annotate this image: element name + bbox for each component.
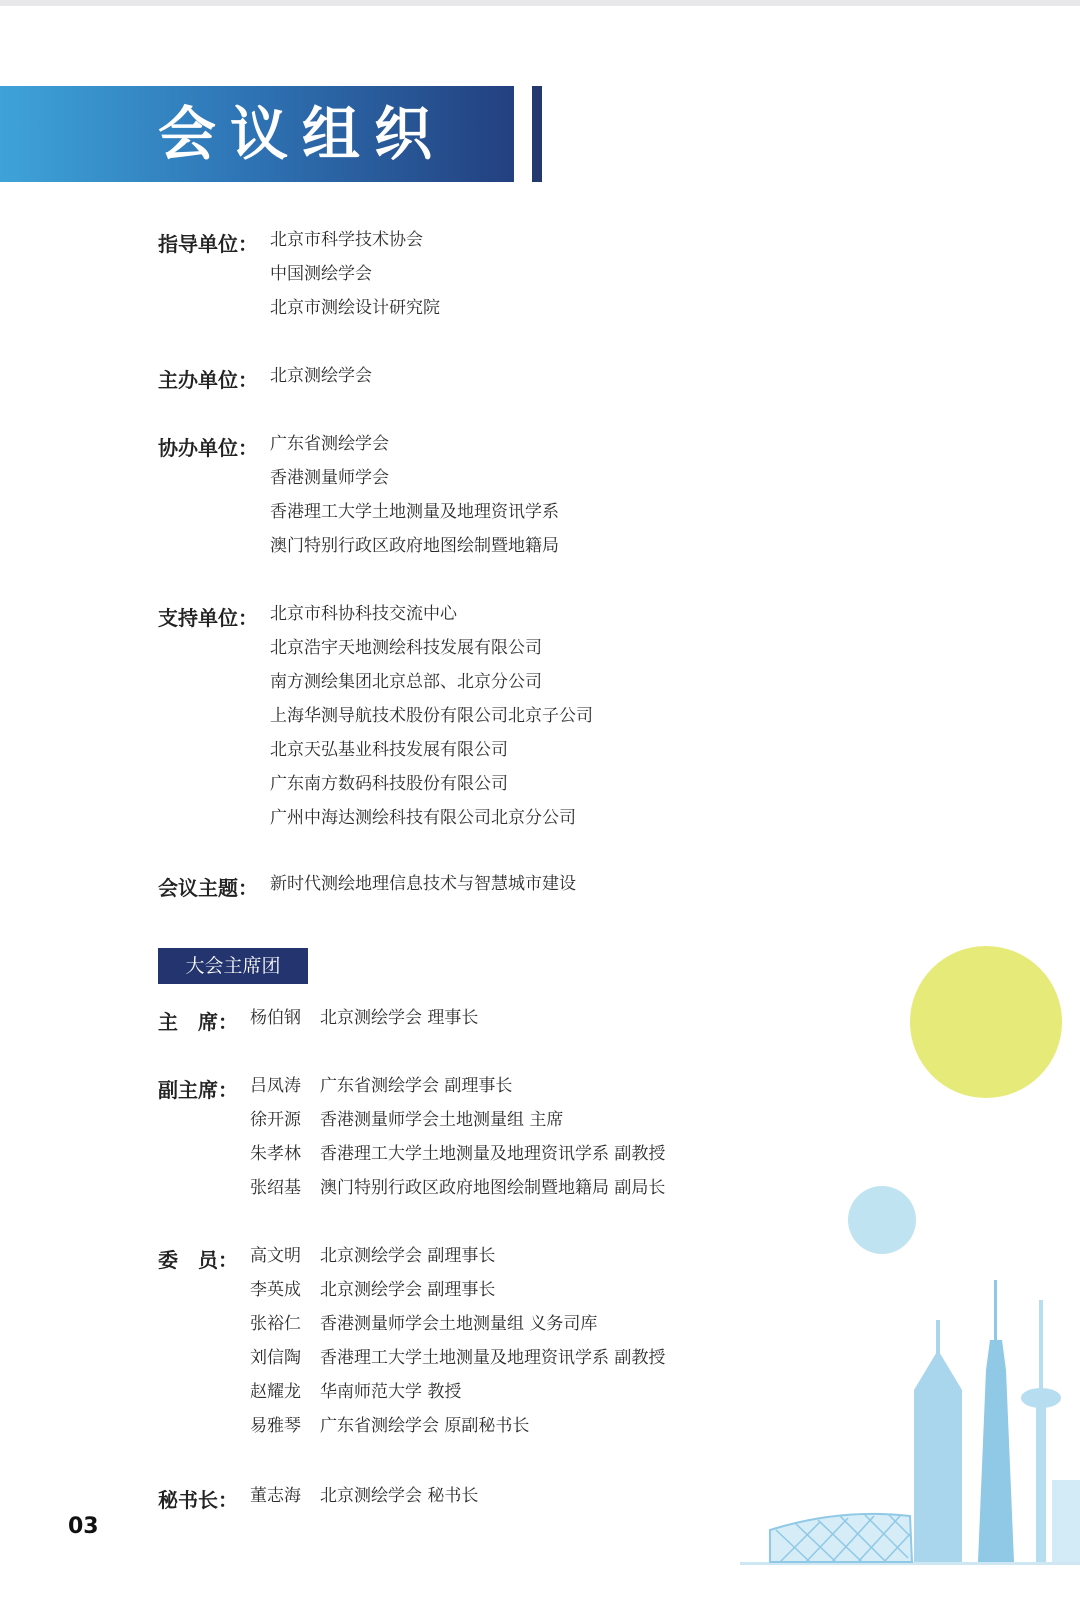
supporting-unit-item: 广州中海达测绘科技有限公司北京分公司 <box>270 808 576 828</box>
members-label: 委 员： <box>158 1248 238 1272</box>
theme-item: 新时代测绘地理信息技术与智慧城市建设 <box>270 874 576 894</box>
person-name: 董志海 <box>250 1486 301 1506</box>
guiding-unit-item: 北京市科学技术协会 <box>270 230 423 250</box>
person-name: 张裕仁 <box>250 1314 301 1334</box>
guiding-unit-item: 北京市测绘设计研究院 <box>270 298 440 318</box>
person-name: 高文明 <box>250 1246 301 1266</box>
chair-list <box>250 1006 478 1040</box>
co-organizer-item: 广东省测绘学会 <box>270 434 389 454</box>
host-unit-item: 北京测绘学会 <box>270 366 372 386</box>
person-name: 刘信陶 <box>250 1348 301 1368</box>
person-row <box>250 1108 665 1142</box>
person-name: 张绍基 <box>250 1178 301 1198</box>
person-row <box>250 1484 478 1518</box>
supporting-unit-item: 北京市科协科技交流中心 <box>270 604 457 624</box>
person-row <box>250 1142 665 1176</box>
person-row <box>250 1346 665 1380</box>
supporting-unit-item: 北京天弘基业科技发展有限公司 <box>270 740 508 760</box>
secretary-general-list <box>250 1484 478 1518</box>
supporting-units-label: 支持单位： <box>158 606 258 630</box>
theme-label: 会议主题： <box>158 876 258 900</box>
person-row <box>250 1074 665 1108</box>
chair-label: 主 席： <box>158 1010 238 1034</box>
host-unit-label: 主办单位： <box>158 368 258 392</box>
person-name: 杨伯钢 <box>250 1008 301 1028</box>
person-role: 北京测绘学会 副理事长 <box>320 1246 496 1266</box>
person-row <box>250 1244 665 1278</box>
person-role: 北京测绘学会 副理事长 <box>320 1280 496 1300</box>
co-organizer-item: 香港测量师学会 <box>270 468 389 488</box>
person-row <box>250 1176 665 1210</box>
person-name: 易雅琴 <box>250 1416 301 1436</box>
person-row <box>250 1380 665 1414</box>
presidium-heading: 大会主席团 <box>158 948 308 984</box>
supporting-unit-item: 北京浩宇天地测绘科技发展有限公司 <box>270 638 542 658</box>
city-skyline-illustration <box>740 1280 1080 1580</box>
top-border <box>0 0 1080 6</box>
supporting-unit-item: 南方测绘集团北京总部、北京分公司 <box>270 672 542 692</box>
person-row <box>250 1278 665 1312</box>
person-name: 李英成 <box>250 1280 301 1300</box>
person-name: 朱孝林 <box>250 1144 301 1164</box>
guiding-units-label: 指导单位： <box>158 232 258 256</box>
person-role: 香港理工大学土地测量及地理资讯学系 副教授 <box>320 1144 666 1164</box>
vice-chairs-label: 副主席： <box>158 1078 238 1102</box>
person-row <box>250 1312 665 1346</box>
co-organizers-list <box>270 432 559 568</box>
person-role: 北京测绘学会 理事长 <box>320 1008 479 1028</box>
page-number: 03 <box>68 1514 99 1539</box>
supporting-units-list <box>270 602 593 840</box>
host-unit-list <box>270 364 372 398</box>
co-organizers-label: 协办单位： <box>158 436 258 460</box>
person-row <box>250 1006 478 1040</box>
person-role: 广东省测绘学会 原副秘书长 <box>320 1416 530 1436</box>
supporting-unit-item: 广东南方数码科技股份有限公司 <box>270 774 508 794</box>
person-name: 徐开源 <box>250 1110 301 1130</box>
members-list <box>250 1244 665 1448</box>
person-role: 香港测量师学会土地测量组 主席 <box>320 1110 564 1130</box>
person-name: 赵耀龙 <box>250 1382 301 1402</box>
person-role: 华南师范大学 教授 <box>320 1382 462 1402</box>
person-row <box>250 1414 665 1448</box>
vice-chairs-list <box>250 1074 665 1210</box>
person-name: 吕凤涛 <box>250 1076 301 1096</box>
person-role: 澳门特别行政区政府地图绘制暨地籍局 副局长 <box>320 1178 666 1198</box>
co-organizer-item: 香港理工大学土地测量及地理资讯学系 <box>270 502 559 522</box>
guiding-units-list <box>270 228 440 330</box>
person-role: 广东省测绘学会 副理事长 <box>320 1076 513 1096</box>
yellow-circle-decoration <box>910 946 1062 1098</box>
person-role: 北京测绘学会 秘书长 <box>320 1486 479 1506</box>
secretary-general-label: 秘书长： <box>158 1488 238 1512</box>
theme-list <box>270 872 576 906</box>
person-role: 香港测量师学会土地测量组 义务司库 <box>320 1314 598 1334</box>
guiding-unit-item: 中国测绘学会 <box>270 264 372 284</box>
co-organizer-item: 澳门特别行政区政府地图绘制暨地籍局 <box>270 536 559 556</box>
person-role: 香港理工大学土地测量及地理资讯学系 副教授 <box>320 1348 666 1368</box>
title-banner-accent-bar <box>532 86 542 182</box>
page-title: 会议组织 <box>158 100 447 168</box>
supporting-unit-item: 上海华测导航技术股份有限公司北京子公司 <box>270 706 593 726</box>
light-blue-circle-decoration <box>848 1186 916 1254</box>
